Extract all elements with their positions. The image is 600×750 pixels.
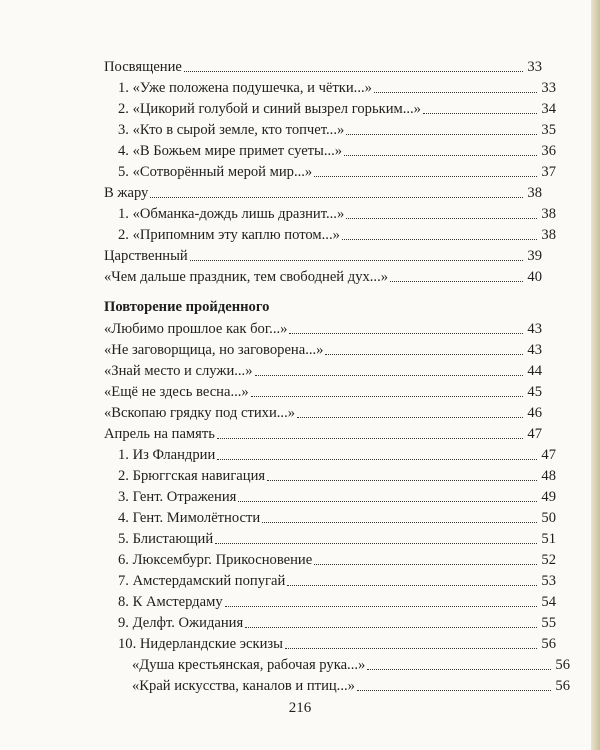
dot-leader (342, 239, 537, 240)
toc-entry-title: 1. «Обманка-дождь лишь дразнит...» (118, 206, 345, 222)
dot-leader (251, 396, 523, 397)
toc-entry-page: 50 (541, 510, 556, 526)
toc-entry-title: 6. Люксембург. Прикосновение (118, 552, 313, 568)
toc-entry (104, 674, 570, 695)
toc-entry-page: 54 (541, 594, 556, 610)
toc-entry-title: 7. Амстердамский попугай (118, 573, 286, 589)
toc-entry (104, 244, 542, 265)
toc-entry-title: «Душа крестьянская, рабочая рука...» (132, 657, 366, 673)
toc-entry-page: 47 (527, 426, 542, 442)
toc-entry-page: 39 (527, 248, 542, 264)
toc-entry-title: «Ещё не здесь весна...» (104, 384, 249, 400)
toc-entry (104, 139, 556, 160)
toc-entry-title: В жару (104, 185, 149, 201)
toc-entry (104, 527, 556, 548)
dot-leader (423, 113, 537, 114)
dot-leader (374, 92, 537, 93)
toc-entry-page: 33 (541, 80, 556, 96)
toc-entry-page: 56 (555, 678, 570, 694)
dot-leader (262, 522, 537, 523)
toc-entry (104, 632, 556, 653)
toc-entry-title: Апрель на память (104, 426, 215, 442)
toc-entry (104, 160, 556, 181)
toc-entry-title: 3. «Кто в сырой земле, кто топчет...» (118, 122, 345, 138)
toc-entry-page: 45 (527, 384, 542, 400)
toc-entry (104, 55, 542, 76)
toc-entry-page: 47 (541, 447, 556, 463)
dot-leader (314, 176, 537, 177)
toc-entry (104, 506, 556, 527)
toc-entry (104, 317, 542, 338)
toc-entry (104, 464, 556, 485)
dot-leader (267, 480, 537, 481)
toc-entry-title: 3. Гент. Отражения (118, 489, 237, 505)
dot-leader (289, 333, 523, 334)
toc-entry-title: 5. «Сотворённый мерой мир...» (118, 164, 313, 180)
toc-entry-page: 40 (527, 269, 542, 285)
toc-entry-title: «Любимо прошлое как бог...» (104, 321, 288, 337)
toc-entry (104, 485, 556, 506)
dot-leader (217, 459, 537, 460)
toc-entry-page: 33 (527, 59, 542, 75)
toc-entry-page: 55 (541, 615, 556, 631)
toc-entry-page: 56 (555, 657, 570, 673)
dot-leader (346, 218, 537, 219)
toc-entry-title: 2. Брюггская навигация (118, 468, 266, 484)
dot-leader (184, 71, 523, 72)
toc-entry (104, 548, 556, 569)
dot-leader (217, 438, 523, 439)
toc-entry (104, 569, 556, 590)
toc-entry (104, 76, 556, 97)
toc-entry-page: 46 (527, 405, 542, 421)
dot-leader (190, 260, 523, 261)
dot-leader (150, 197, 523, 198)
toc-entry-page: 36 (541, 143, 556, 159)
toc-entry-title: 10. Нидерландские эскизы (118, 636, 283, 652)
section-heading-title: Повторение пройденного (104, 299, 270, 315)
dot-leader (287, 585, 537, 586)
toc-entry-title: 4. «В Божьем мире примет суеты...» (118, 143, 343, 159)
toc-entry (104, 265, 542, 286)
toc-entry-title: 1. «Уже положена подушечка, и чётки...» (118, 80, 372, 96)
toc-entry (104, 338, 542, 359)
toc-entry (104, 611, 556, 632)
toc-entry-title: «Чем дальше праздник, тем свободней дух...» (104, 269, 389, 285)
toc-entry-page: 43 (527, 321, 542, 337)
dot-leader (367, 669, 551, 670)
toc-entry (104, 590, 556, 611)
dot-leader (325, 354, 523, 355)
toc-entry-page: 52 (541, 552, 556, 568)
toc-entry-title: «Не заговорщица, но заговорена...» (104, 342, 324, 358)
toc-entry (104, 181, 542, 202)
toc-entry (104, 380, 542, 401)
dot-leader (255, 375, 524, 376)
toc-entry-page: 38 (541, 227, 556, 243)
toc-entry-title: 2. «Цикорий голубой и синий вызрел горьким...» (118, 101, 421, 117)
toc-entry-page: 43 (527, 342, 542, 358)
toc-entry-title: 1. Из Фландрии (118, 447, 216, 463)
toc-entry (104, 223, 556, 244)
toc-entry (104, 422, 542, 443)
toc-entry (104, 202, 556, 223)
dot-leader (238, 501, 537, 502)
toc-entry-title: «Вскопаю грядку под стихи...» (104, 405, 296, 421)
page-number: 216 (288, 700, 312, 716)
toc-section-heading (104, 295, 542, 316)
toc-entry (104, 359, 542, 380)
toc-entry-title: 2. «Припомним эту каплю потом...» (118, 227, 340, 243)
toc-entry-page: 48 (541, 468, 556, 484)
toc-entry-title: Царственный (104, 248, 188, 264)
toc-entry-title: Посвящение (104, 59, 182, 75)
toc-entry-title: «Край искусства, каналов и птиц...» (132, 678, 355, 694)
toc-entry-page: 37 (541, 164, 556, 180)
dot-leader (245, 627, 537, 628)
toc-entry-page: 38 (527, 185, 542, 201)
toc-entry-title: «Знай место и служи...» (104, 363, 253, 379)
toc-entry-page: 53 (541, 573, 556, 589)
toc-entry-page: 51 (541, 531, 556, 547)
dot-leader (225, 606, 537, 607)
toc-entry-page: 34 (541, 101, 556, 117)
dot-leader (390, 281, 523, 282)
toc-entry-title: 4. Гент. Мимолётности (118, 510, 261, 526)
toc-entry (104, 401, 542, 422)
toc-entry-page: 56 (541, 636, 556, 652)
toc-entry-page: 35 (541, 122, 556, 138)
toc-entry-title: 8. К Амстердаму (118, 594, 223, 610)
toc-entry (104, 118, 556, 139)
dot-leader (285, 648, 537, 649)
toc-entry (104, 443, 556, 464)
toc-entry-page: 49 (541, 489, 556, 505)
dot-leader (346, 134, 537, 135)
dot-leader (314, 564, 537, 565)
toc-entry-page: 38 (541, 206, 556, 222)
dot-leader (297, 417, 523, 418)
toc-entry-title: 9. Делфт. Ожидания (118, 615, 244, 631)
page-edge (591, 0, 600, 750)
toc-entry (104, 97, 556, 118)
toc-entry-title: 5. Блистающий (118, 531, 214, 547)
dot-leader (344, 155, 537, 156)
toc-entry-page: 44 (527, 363, 542, 379)
toc-entry (104, 653, 570, 674)
dot-leader (215, 543, 537, 544)
dot-leader (357, 690, 551, 691)
